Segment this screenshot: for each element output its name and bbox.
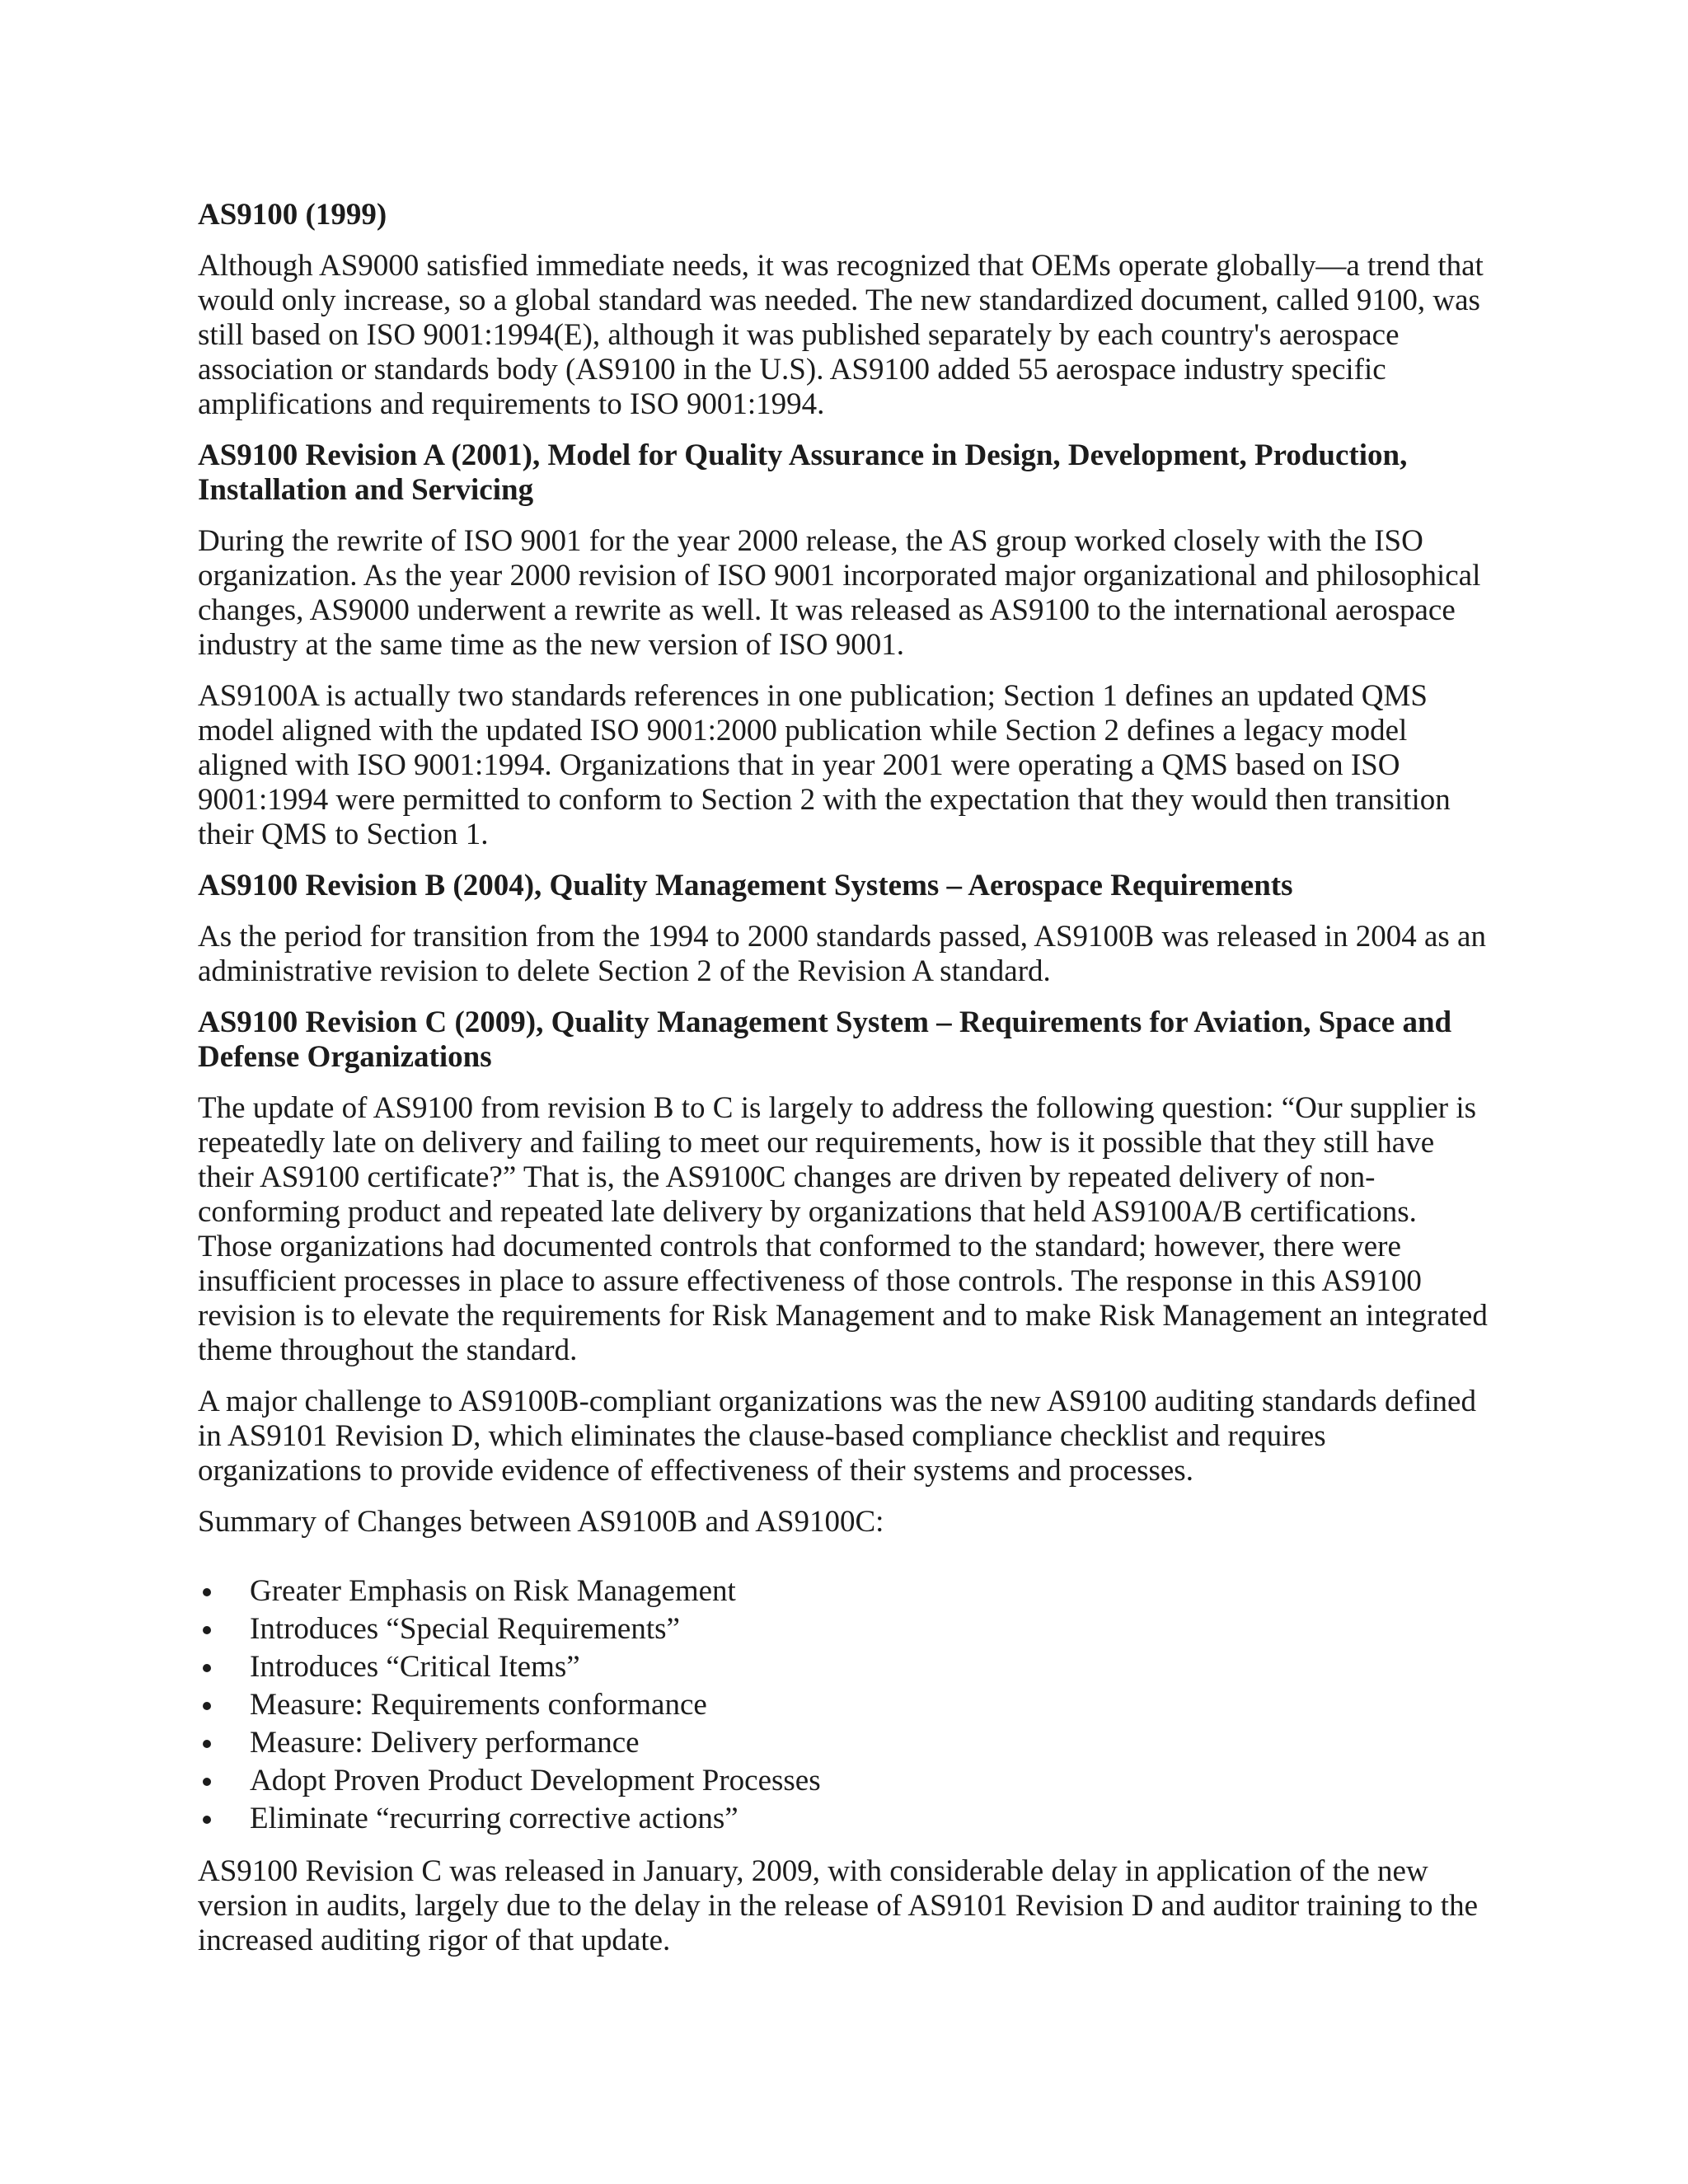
- list-item-text: Adopt Proven Product Development Processes: [250, 1764, 821, 1797]
- section-heading-revision-b: AS9100 Revision B (2004), Quality Management Systems – Aerospace Requirements: [198, 869, 1293, 902]
- bullet-icon: [203, 1626, 211, 1634]
- paragraph: A major challenge to AS9100B-compliant organizations was the new AS9100 auditing standards defined in AS9101 Revision D, which eliminates the clause-based compliance checklist and requires organizations to provide evidence of effectiveness of their systems and processes.: [198, 1385, 1476, 1488]
- section-heading-revision-c: AS9100 Revision C (2009), Quality Management System – Requirements for Aviation, Space and Defense Organizations: [198, 1005, 1452, 1074]
- bullet-icon: [203, 1588, 211, 1596]
- list-item: [198, 1572, 1492, 1610]
- list-item-text: Introduces “Special Requirements”: [250, 1612, 680, 1646]
- list-item: [198, 1724, 1492, 1762]
- bullet-icon: [203, 1816, 211, 1824]
- closing-paragraph: AS9100 Revision C was released in January, 2009, with considerable delay in application of the new version in audits, largely due to the delay in the release of AS9101 Revision D and auditor training to the increased auditing rigor of that update.: [198, 1854, 1478, 1957]
- changes-list: [198, 1572, 1492, 1838]
- list-item-text: Introduces “Critical Items”: [250, 1650, 580, 1684]
- section-heading-as9100-1999: AS9100 (1999): [198, 198, 387, 232]
- list-item-text: Measure: Requirements conformance: [250, 1688, 707, 1722]
- bullet-icon: [203, 1778, 211, 1786]
- list-item: [198, 1686, 1492, 1724]
- paragraph: As the period for transition from the 1994 to 2000 standards passed, AS9100B was released in 2004 as an administrative revision to delete Section 2 of the Revision A standard.: [198, 920, 1486, 988]
- document-page: [198, 198, 1492, 1975]
- paragraph: Although AS9000 satisfied immediate needs, it was recognized that OEMs operate globally—a trend that would only increase, so a global standard was needed. The new standardized document, called 9100, was still based on ISO 9001:1994(E), although it was published separately by each country's aerospace association or standards body (AS9100 in the U.S). AS9100 added 55 aerospace industry specific amplifications and requirements to ISO 9001:1994.: [198, 249, 1484, 421]
- list-item: [198, 1610, 1492, 1648]
- paragraph: During the rewrite of ISO 9001 for the year 2000 release, the AS group worked closely with the ISO organization. As the year 2000 revision of ISO 9001 incorporated major organizational and philosophical changes, AS9000 underwent a rewrite as well. It was released as AS9100 to the international aerospace industry at the same time as the new version of ISO 9001.: [198, 524, 1481, 662]
- list-item-text: Greater Emphasis on Risk Management: [250, 1574, 736, 1608]
- list-item: [198, 1762, 1492, 1800]
- list-item-text: Measure: Delivery performance: [250, 1726, 640, 1760]
- list-item: [198, 1800, 1492, 1838]
- paragraph: The update of AS9100 from revision B to C is largely to address the following question: “Our supplier is repeatedly late on delivery and failing to meet our requirements, how is it possible that they still have their AS9100 certificate?” That is, the AS9100C changes are driven by repeated delivery of non-conforming product and repeated late delivery by organizations that held AS9100A/B certifications. Those organizations had documented controls that conformed to the standard; however, there were insufficient processes in place to assure effectiveness of those controls. The response in this AS9100 revision is to elevate the requirements for Risk Management and to make Risk Management an integrated theme throughout the standard.: [198, 1091, 1488, 1367]
- summary-intro: Summary of Changes between AS9100B and AS9100C:: [198, 1505, 884, 1539]
- section-heading-revision-a: AS9100 Revision A (2001), Model for Quality Assurance in Design, Development, Production, Installation and Servicing: [198, 438, 1408, 507]
- bullet-icon: [203, 1740, 211, 1748]
- bullet-icon: [203, 1664, 211, 1672]
- bullet-icon: [203, 1702, 211, 1710]
- list-item-text: Eliminate “recurring corrective actions”: [250, 1802, 738, 1835]
- list-item: [198, 1648, 1492, 1686]
- paragraph: AS9100A is actually two standards references in one publication; Section 1 defines an updated QMS model aligned with the updated ISO 9001:2000 publication while Section 2 defines a legacy model aligned with ISO 9001:1994. Organizations that in year 2001 were operating a QMS based on ISO 9001:1994 were permitted to conform to Section 2 with the expectation that they would then transition their QMS to Section 1.: [198, 679, 1451, 851]
